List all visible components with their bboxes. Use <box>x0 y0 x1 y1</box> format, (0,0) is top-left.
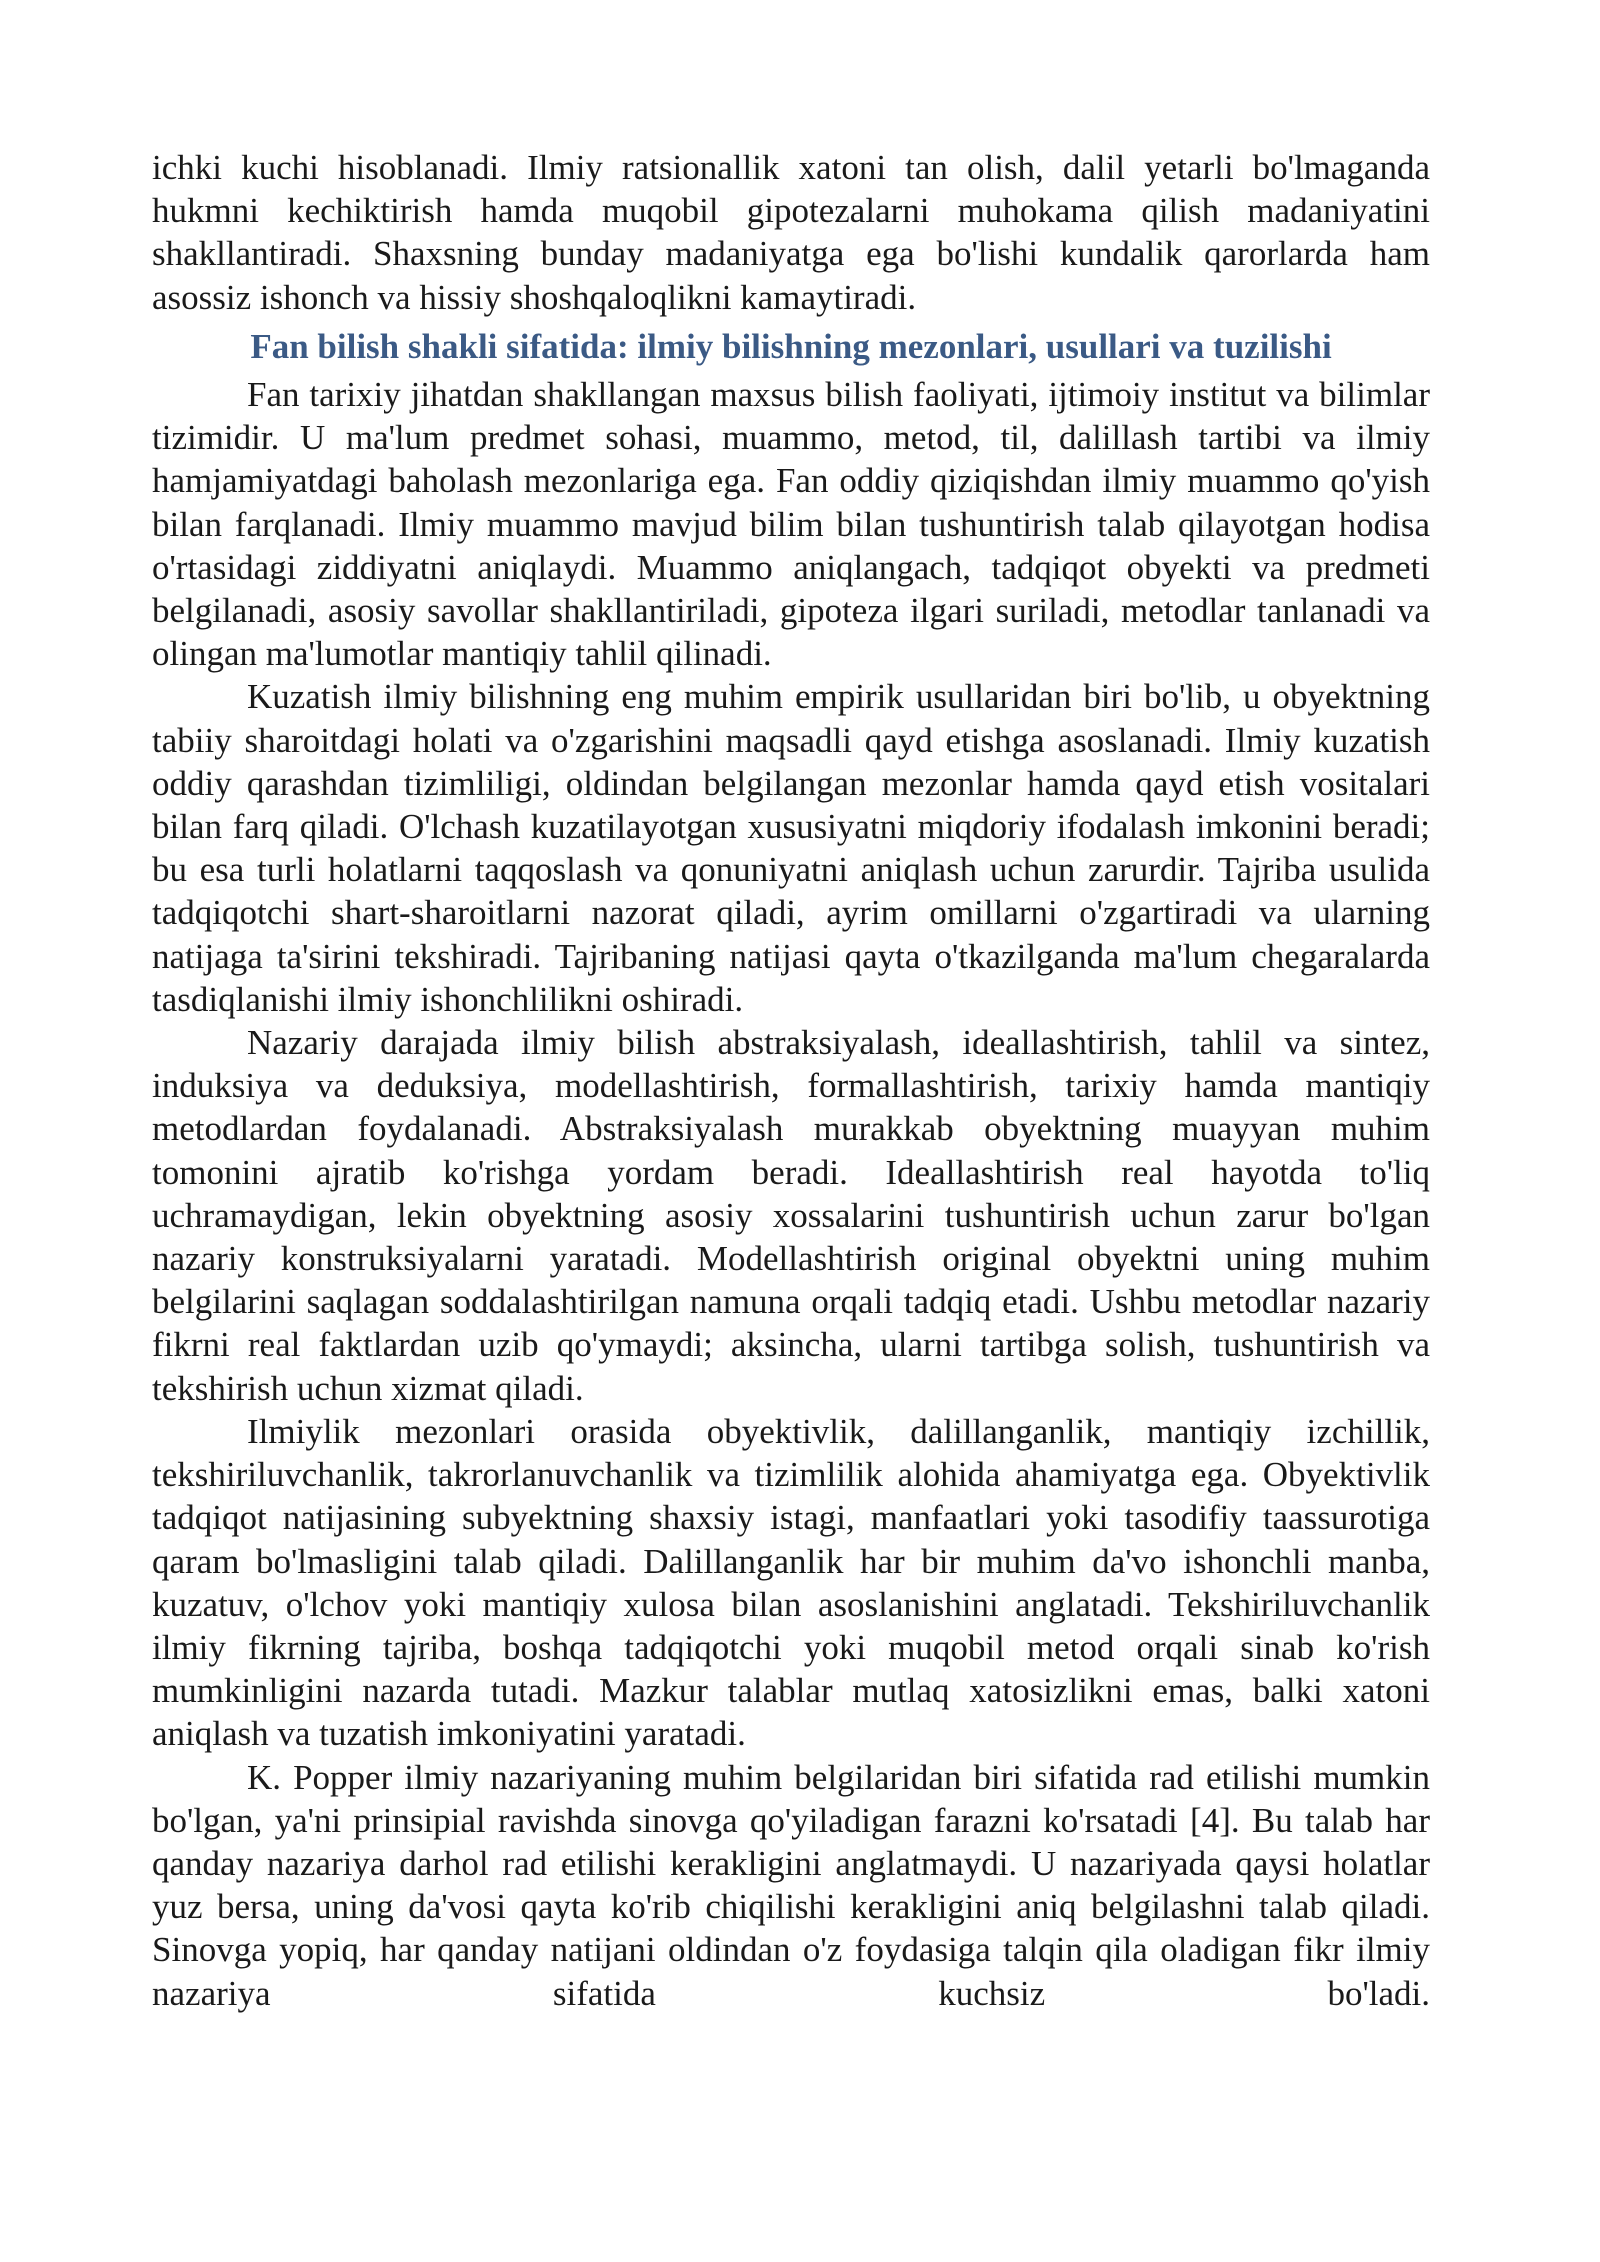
paragraph-theoretical-level: Nazariy darajada ilmiy bilish abstraksiyalash, ideallashtirish, tahlil va sintez, induksiya va deduksiya, modellashtirish, formallashtirish, tarixiy hamda mantiqiy metodlardan foydalanadi. Abstraksiyalash murakkab obyektning muayyan muhim tomonini ajratib ko'rishga yordam beradi. Ideallashtirish real hayotda to'liq uchramaydigan, lekin obyektning asosiy xossalarini tushuntirish uchun zarur bo'lgan nazariy konstruksiyalarni yaratadi. Modellashtirish original obyektni uning muhim belgilarini saqlagan soddalashtirilgan namuna orqali tadqiq etadi. Ushbu metodlar nazariy fikrni real faktlardan uzib qo'ymaydi; aksincha, ularni tartibga solish, tushuntirish va tekshirish uchun xizmat qiladi. <box>152 1023 1430 1408</box>
paragraph-observation: Kuzatish ilmiy bilishning eng muhim empirik usullaridan biri bo'lib, u obyektning tabiiy sharoitdagi holati va o'zgarishini maqsadli qayd etishga asoslanadi. Ilmiy kuzatish oddiy qarashdan tizimliligi, oldindan belgilangan mezonlar hamda qayd etish vositalari bilan farq qiladi. O'lchash kuzatilayotgan xususiyatni miqdoriy ifodalash imkonini beradi; bu esa turli holatlarni taqqoslash va qonuniyatni aniqlash uchun zarurdir. Tajriba usulida tadqiqotchi shart-sharoitlarni nazorat qiladi, ayrim omillarni o'zgartiradi va ularning natijaga ta'sirini tekshiradi. Tajribaning natijasi qayta o'tkazilganda ma'lum chegaralarda tasdiqlanishi ilmiy ishonchlilikni oshiradi. <box>152 677 1430 1019</box>
section-heading: Fan bilish shakli sifatida: ilmiy bilishning mezonlari, usullari va tuzilishi <box>250 326 1332 366</box>
intro-paragraph: ichki kuchi hisoblanadi. Ilmiy ratsionallik xatoni tan olish, dalil yetarli bo'lmaganda hukmni kechiktirish hamda muqobil gipotezalarni muhokama qilish madaniyatini shakllantiradi. Shaxsning bunday madaniyatga ega bo'lishi kundalik qarorlarda ham asossiz ishonch va hissiy shoshqaloqlikni kamaytiradi. <box>152 148 1430 317</box>
paragraph-scientific-criteria: Ilmiylik mezonlari orasida obyektivlik, dalillanganlik, mantiqiy izchillik, tekshiriluvchanlik, takrorlanuvchanlik va tizimlilik alohida ahamiyatga ega. Obyektivlik tadqiqot natijasining subyektning shaxsiy istagi, manfaatlari yoki tasodifiy taassurotiga qaram bo'lmasligini talab qiladi. Dalillanganlik har bir muhim da'vo ishonchli manba, kuzatuv, o'lchov yoki mantiqiy xulosa bilan asoslanishini anglatadi. Tekshiriluvchanlik ilmiy fikrning tajriba, boshqa tadqiqotchi yoki muqobil metod orqali sinab ko'rish mumkinligini nazarda tutadi. Mazkur talablar mutlaq xatosizlikni emas, balki xatoni aniqlash va tuzatish imkoniyatini yaratadi. <box>152 1411 1430 1754</box>
document-page <box>152 146 1430 2015</box>
paragraph-popper: K. Popper ilmiy nazariyaning muhim belgilaridan biri sifatida rad etilishi mumkin bo'lgan, ya'ni prinsipial ravishda sinovga qo'yiladigan farazni ko'rsatadi [4]. Bu talab har qanday nazariya darhol rad etilishi kerakligini anglatmaydi. U nazariyada qaysi holatlar yuz bersa, uning da'vosi qayta ko'rib chiqilishi kerakligini aniq belgilashni talab qiladi. Sinovga yopiq, har qanday natijani oldindan o'z foydasiga talqin qila oladigan fikr ilmiy nazariya sifatida kuchsiz bo'ladi. <box>152 1757 1430 2013</box>
paragraph-fan-definition: Fan tarixiy jihatdan shakllangan maxsus bilish faoliyati, ijtimoiy institut va bilimlar tizimidir. U ma'lum predmet sohasi, muammo, metod, til, dalillash tartibi va ilmiy hamjamiyatdagi baholash mezonlariga ega. Fan oddiy qiziqishdan ilmiy muammo qo'yish bilan farqlanadi. Ilmiy muammo mavjud bilim bilan tushuntirish talab qilayotgan hodisa o'rtasidagi ziddiyatni aniqlaydi. Muammo aniqlangach, tadqiqot obyekti va predmeti belgilanadi, asosiy savollar shakllantiriladi, gipoteza ilgari suriladi, metodlar tanlanadi va olingan ma'lumotlar mantiqiy tahlil qilinadi. <box>152 375 1430 674</box>
